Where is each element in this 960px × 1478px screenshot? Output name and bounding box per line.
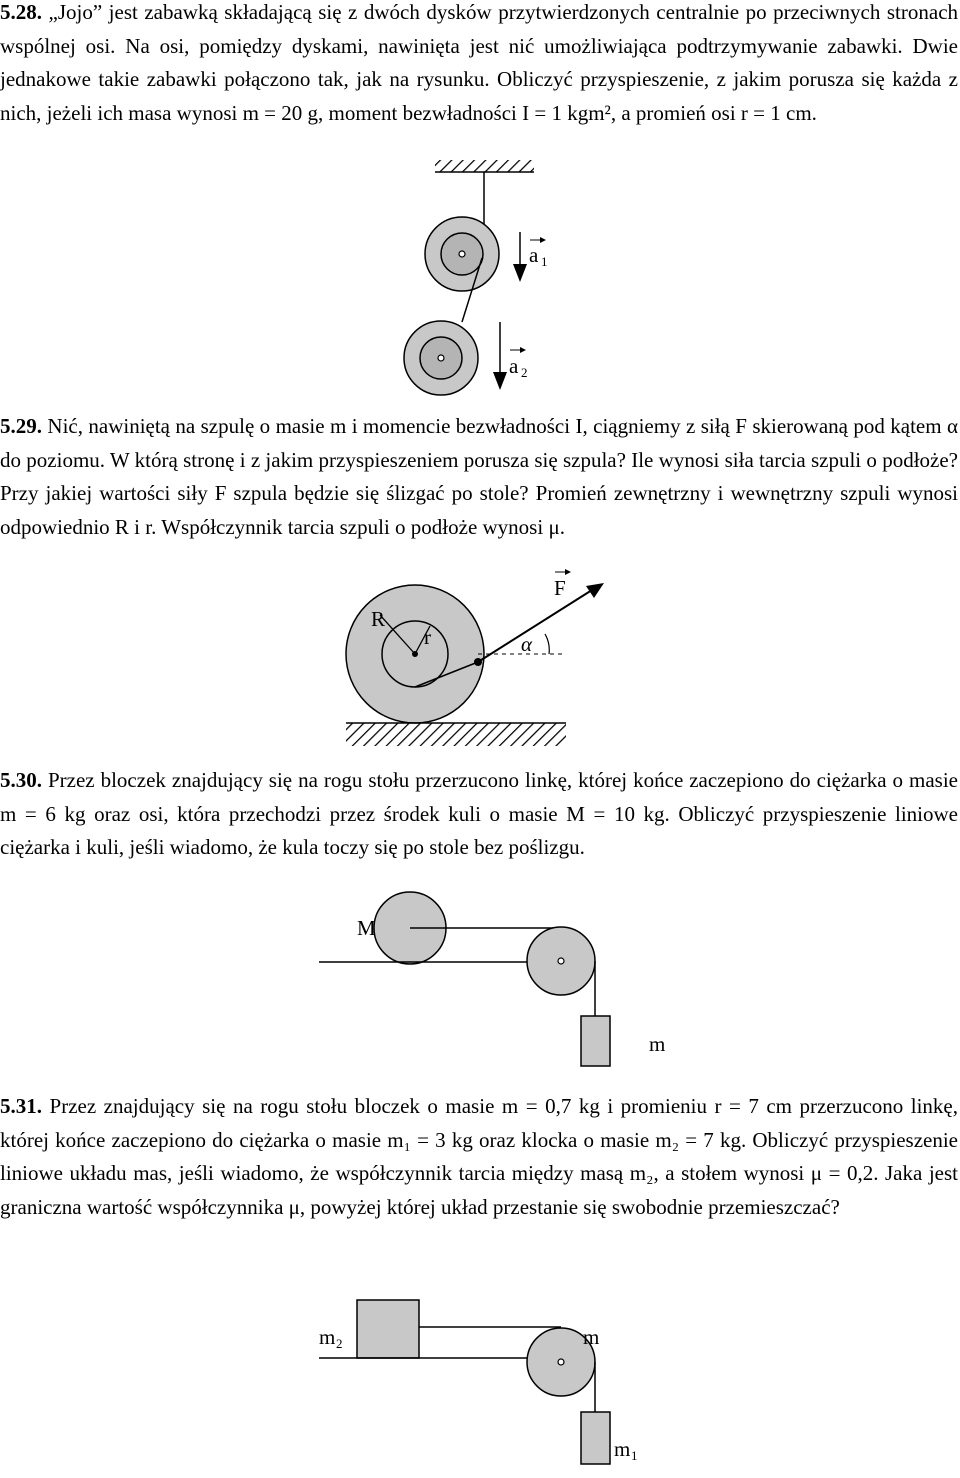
label-R: R	[371, 607, 386, 631]
floor-hatch	[346, 723, 566, 746]
label-alpha: α	[521, 632, 533, 656]
problem-number: 5.29.	[0, 414, 42, 438]
problem-text: „Jojo” jest zabawką składającą się z dwóch dysków przytwierdzonych centralnie po przeciwnych stronach wspólnej osi. Na osi, pomiędzy dyskami, nawinięta jest nić umożliwiająca podtrzymywanie zabawki. Dwie jednakowe takie zabawki połączono tak, jak na rysunku. Obliczyć przyspieszenie, z jakim porusza się każda z nich, jeżeli ich masa wynosi m = 20 g, moment bezwładności I = 1 kgm², a promień osi r = 1 cm.	[0, 0, 959, 125]
upper-center	[459, 251, 465, 257]
angle-arc	[545, 634, 549, 654]
figure-ball-pulley	[319, 892, 665, 1066]
label-m: m	[583, 1325, 600, 1349]
label-m2: m	[319, 1325, 336, 1349]
arrow-a2-head	[493, 372, 507, 390]
force-line	[478, 590, 592, 662]
hanging-weight	[581, 1016, 610, 1066]
block-m2	[357, 1300, 419, 1358]
figure-spool	[346, 569, 604, 746]
label-a1-sub: 1	[541, 254, 548, 269]
label-m1: m	[614, 1437, 631, 1461]
problem-text: Przez bloczek znajdujący się na rogu stołu przerzucono linkę, której końce zaczepiono do ciężarka o masie m = 6 kg oraz osi, która przechodzi przez środek kuli o masie M = 10 kg. Obliczyć przyspieszenie liniowe ciężarka i kuli, jeśli wiadomo, że kula toczy się po stole bez poślizgu.	[0, 768, 959, 859]
problem-text: Przez znajdujący się na rogu stołu bloczek o masie m = 0,7 kg i promieniu r = 7 cm przerzucono linkę, której końce zaczepiono do ciężarka o masie m₁ = 3 kg oraz klocka o masie m₂ = 7 kg. Obliczyć przyspieszenie liniowe układu mas, jeśli wiadomo, że współczynnik tarcia między masą m₂, a stołem wynosi μ = 0,2. Jaka jest graniczna wartość współczynnika μ, powyżej której układ przestanie się swobodnie przemieszczać?	[0, 1094, 959, 1219]
label-M: M	[357, 916, 376, 940]
label-F: F	[554, 576, 566, 600]
problem-number: 5.30.	[0, 768, 42, 792]
label-r: r	[424, 625, 431, 649]
force-arrow-head	[586, 583, 604, 598]
problem-5-30	[0, 764, 958, 865]
figure-block-pulley	[319, 1300, 638, 1464]
ceiling-hatch	[435, 160, 534, 172]
arrow-a1-head	[513, 264, 527, 282]
hanging-weight-m1	[581, 1412, 610, 1464]
problem-5-31	[0, 1090, 958, 1224]
problem-text: Nić, nawiniętą na szpulę o masie m i momencie bezwładności I, ciągniemy z siłą F skierowaną pod kątem α do poziomu. W którą stronę i z jakim przyspieszeniem porusza się szpula? Ile wynosi siła tarcia szpuli o podłoże? Przy jakiej wartości siły F szpula będzie się ślizgać po stole? Promień zewnętrzny i wewnętrzny szpuli wynosi odpowiednio R i r. Współczynnik tarcia szpuli o podłoże wynosi μ.	[0, 414, 958, 539]
figure-yoyo	[404, 160, 548, 395]
pulley-axle	[558, 958, 564, 964]
label-a1: a	[529, 243, 539, 267]
lower-center	[438, 355, 444, 361]
label-m2-sub: 2	[336, 1336, 343, 1351]
label-a2: a	[509, 354, 519, 378]
label-a2-sub: 2	[521, 365, 528, 380]
label-m1-sub: 1	[631, 1448, 638, 1463]
label-m: m	[649, 1032, 666, 1056]
pulley-2-axle	[558, 1359, 564, 1365]
problem-number: 5.31.	[0, 1094, 42, 1118]
problem-5-29	[0, 410, 958, 544]
problem-number: 5.28.	[0, 0, 42, 24]
